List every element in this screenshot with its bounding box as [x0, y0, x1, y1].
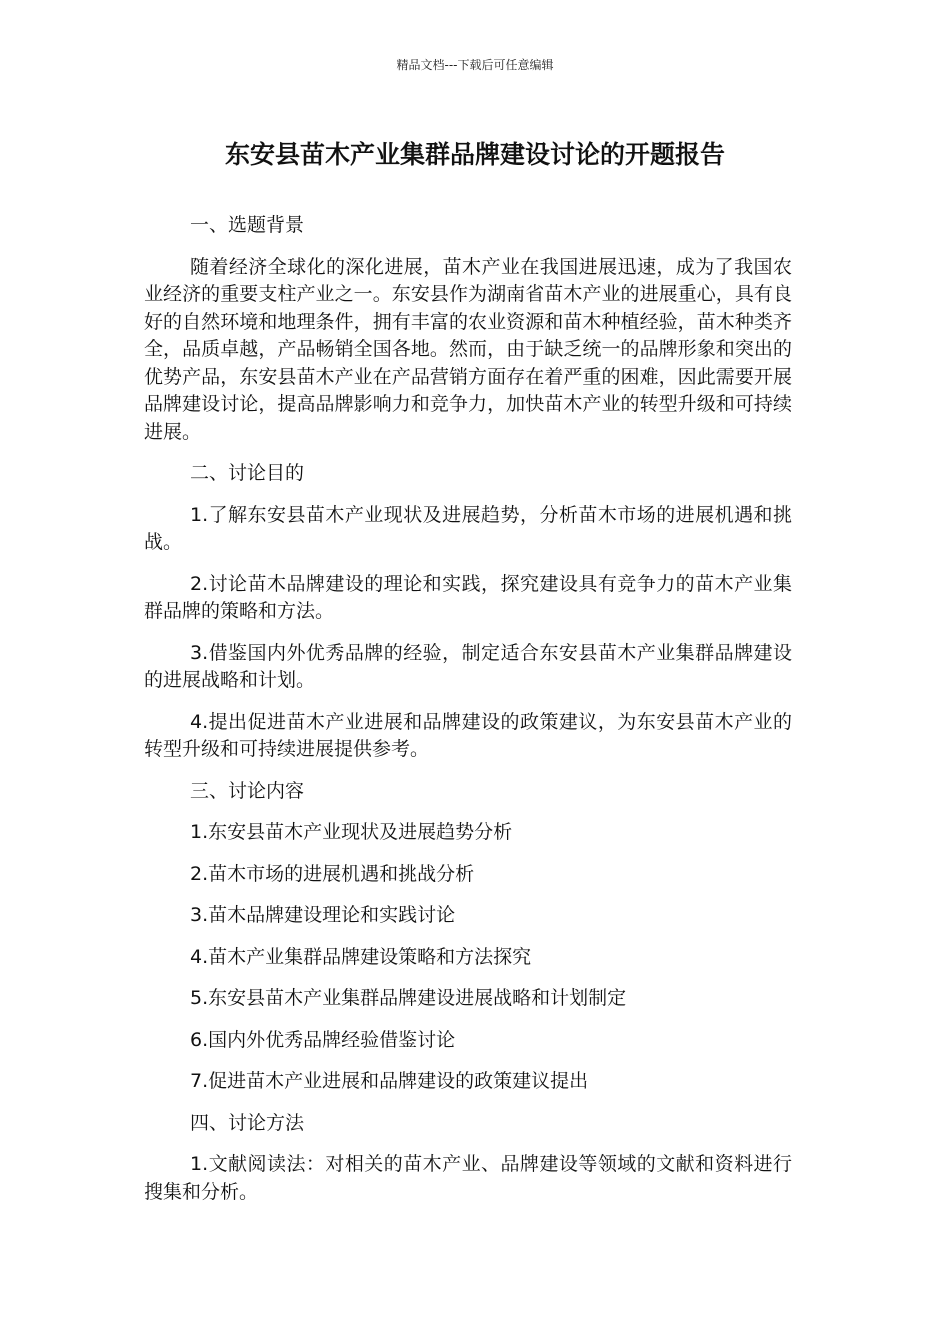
content-item: 1.东安县苗木产业现状及进展趋势分析: [190, 821, 513, 843]
content-item: 5.东安县苗木产业集群品牌建设进展战略和计划制定: [190, 987, 627, 1009]
content-item: 4.苗木产业集群品牌建设策略和方法探究: [190, 945, 532, 968]
section-heading-methods: 四、讨论方法: [190, 1111, 305, 1134]
page-header: 精品文档---下载后可任意编辑: [396, 58, 554, 72]
purpose-item: 1.了解东安县苗木产业现状及进展趋势，分析苗木市场的进展机遇和挑战。: [144, 503, 792, 553]
document-body: [144, 212, 792, 1220]
document-title: 东安县苗木产业集群品牌建设讨论的开题报告: [224, 140, 725, 169]
purpose-item: 2.讨论苗木品牌建设的理论和实践，探究建设具有竞争力的苗木产业集群品牌的策略和方法。: [144, 572, 792, 622]
content-item: 2.苗木市场的进展机遇和挑战分析: [190, 862, 475, 885]
content-item: 3.苗木品牌建设理论和实践讨论: [190, 904, 456, 926]
purpose-item: 4.提出促进苗木产业进展和品牌建设的政策建议，为东安县苗木产业的转型升级和可持续进展提供参考。: [144, 710, 792, 760]
section-heading-purpose: 二、讨论目的: [190, 462, 305, 484]
section-heading-background: 一、选题背景: [190, 214, 305, 236]
method-item: 1.文献阅读法：对相关的苗木产业、品牌建设等领域的文献和资料进行搜集和分析。: [144, 1153, 792, 1203]
content-item: 6.国内外优秀品牌经验借鉴讨论: [190, 1028, 456, 1051]
content-item: 7.促进苗木产业进展和品牌建设的政策建议提出: [190, 1070, 589, 1092]
section-heading-content: 三、讨论内容: [190, 779, 305, 802]
purpose-item: 3.借鉴国内外优秀品牌的经验，制定适合东安县苗木产业集群品牌建设的进展战略和计划。: [144, 641, 792, 691]
background-paragraph: 随着经济全球化的深化进展，苗木产业在我国进展迅速，成为了我国农业经济的重要支柱产业之一。东安县作为湖南省苗木产业的进展重心，具有良好的自然环境和地理条件，拥有丰富的农业资源和苗木种植经验，苗木种类齐全，品质卓越，产品畅销全国各地。然而，由于缺乏统一的品牌形象和突出的优势产品，东安县苗木产业在产品营销方面存在着严重的困难，因此需要开展品牌建设讨论，提高品牌影响力和竞争力，加快苗木产业的转型升级和可持续进展。: [144, 255, 792, 443]
